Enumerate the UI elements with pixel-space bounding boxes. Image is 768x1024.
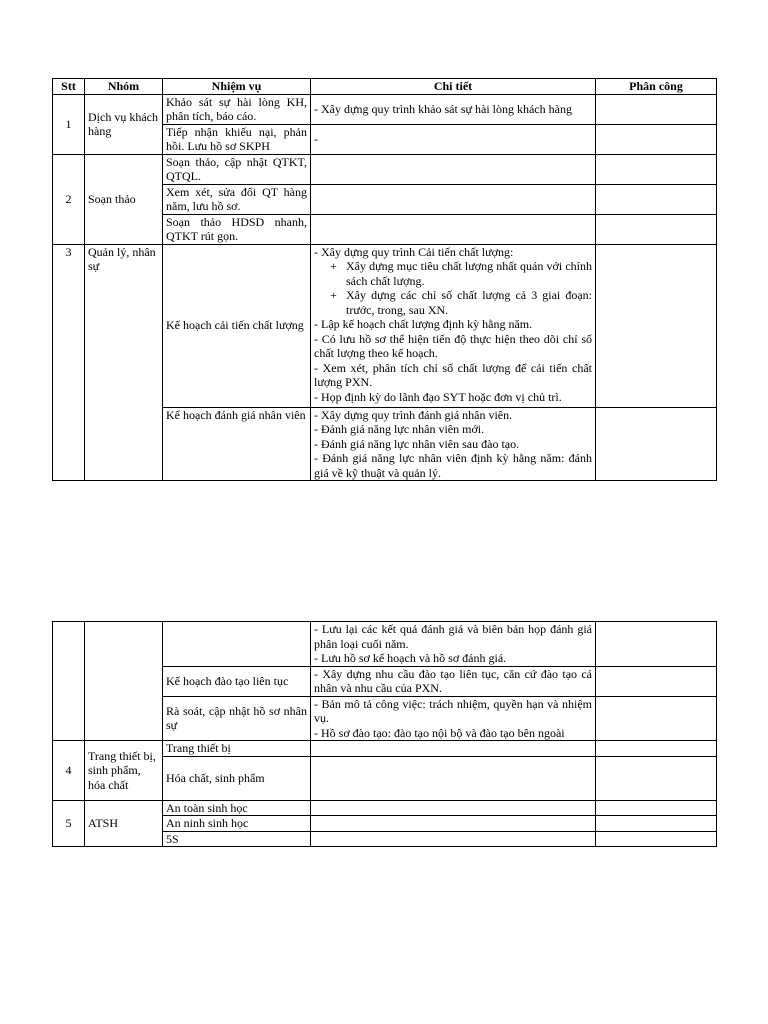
assignee-cell <box>596 154 717 184</box>
detail-line: - Lưu lại các kết quả đánh giá và biên bản họp đánh giá phân loại cuối năm. <box>314 622 592 651</box>
detail-cell <box>311 154 596 184</box>
detail-cell <box>311 831 596 847</box>
detail-line: - Xem xét, phân tích chỉ số chất lượng để cải tiến chất lượng PXN. <box>314 360 592 389</box>
assignee-cell <box>596 741 717 757</box>
stt-cell: 4 <box>53 741 85 801</box>
detail-cell: - Xây dựng nhu cầu đào tạo liên tục, căn cứ đào tạo cá nhân và nhu cầu của PXN. <box>311 666 596 696</box>
header-row <box>53 79 717 95</box>
detail-cell <box>311 696 596 741</box>
detail-line: - Họp định kỳ do lãnh đạo SYT hoặc đơn vị chủ trì. <box>314 389 562 404</box>
group-cell: Soạn thảo <box>85 154 163 244</box>
assignment-table-part-2 <box>52 621 717 847</box>
task-cell: Xem xét, sửa đổi QT hàng năm, lưu hồ sơ. <box>163 184 311 214</box>
task-cell: Rà soát, cập nhật hồ sơ nhân sự <box>163 696 311 741</box>
task-cell: Kế hoạch cải tiến chất lượng <box>163 244 311 407</box>
task-cell: Tiếp nhận khiếu nại, phản hồi. Lưu hồ sơ SKPH <box>163 124 311 154</box>
detail-line: - Hồ sơ đào tạo: đào tạo nội bộ và đào tạo bên ngoài <box>314 725 565 740</box>
table-row <box>53 800 717 816</box>
task-cell: Khảo sát sự hài lòng KH, phân tích, báo cáo. <box>163 94 311 124</box>
assignment-table-part-1 <box>52 78 717 481</box>
detail-cell <box>311 622 596 667</box>
detail-line: - Lưu hồ sơ kế hoạch và hồ sơ đánh giá. <box>314 651 507 665</box>
assignee-cell <box>596 407 717 481</box>
detail-line: - Có lưu hồ sơ thể hiện tiến độ thực hiện theo dõi chỉ số chất lượng theo kế hoạch. <box>314 331 592 360</box>
assignee-cell <box>596 831 717 847</box>
detail-line: - Đánh giá năng lực nhân viên sau đào tạo. <box>314 436 520 451</box>
detail-sublist <box>314 259 592 317</box>
header-phan-cong: Phân công <box>596 79 717 95</box>
task-cell: Kế hoạch đánh giá nhân viên <box>163 407 311 481</box>
group-cell <box>85 622 163 741</box>
detail-line: - Đánh giá năng lực nhân viên mới. <box>314 422 485 436</box>
detail-subitem: + Xây dựng mục tiêu chất lượng nhất quán với chính sách chất lượng. <box>330 259 592 288</box>
group-cell: ATSH <box>85 800 163 847</box>
detail-cell: - <box>311 124 596 154</box>
stt-cell: 2 <box>53 154 85 244</box>
detail-cell <box>311 741 596 757</box>
detail-cell <box>311 800 596 816</box>
assignee-cell <box>596 816 717 832</box>
stt-cell: 5 <box>53 800 85 847</box>
detail-cell <box>311 244 596 407</box>
detail-line: - Bản mô tả công việc: trách nhiệm, quyền hạn và nhiệm vụ. <box>314 696 592 725</box>
detail-line: - Xây dựng quy trình Cải tiến chất lượng: <box>314 244 514 259</box>
header-stt: Stt <box>53 79 85 95</box>
task-cell: An ninh sinh học <box>163 816 311 832</box>
assignee-cell <box>596 124 717 154</box>
detail-line: - Lập kế hoạch chất lượng định kỳ hằng năm. <box>314 317 533 331</box>
assignee-cell <box>596 94 717 124</box>
header-chi-tiet: Chi tiết <box>311 79 596 95</box>
task-cell: An toàn sinh học <box>163 800 311 816</box>
task-cell <box>163 622 311 667</box>
task-cell: Soạn thảo HDSD nhanh, QTKT rút gọn. <box>163 214 311 244</box>
detail-subitem: + Xây dựng các chỉ số chất lượng cả 3 giai đoạn: trước, trong, sau XN. <box>330 288 592 317</box>
detail-cell <box>311 214 596 244</box>
task-cell: Trang thiết bị <box>163 741 311 757</box>
stt-cell: 3 <box>53 244 85 481</box>
detail-cell <box>311 407 596 481</box>
assignee-cell <box>596 696 717 741</box>
plus-bullet-icon: + <box>330 288 337 302</box>
assignee-cell <box>596 184 717 214</box>
detail-line: - Đánh giá năng lực nhân viên định kỳ hằng năm: đánh giá về kỹ thuật và quản lý. <box>314 451 592 480</box>
header-nhom: Nhóm <box>85 79 163 95</box>
group-cell: Quản lý, nhân sự <box>85 244 163 481</box>
assignee-cell <box>596 800 717 816</box>
assignee-cell <box>596 214 717 244</box>
assignee-cell <box>596 666 717 696</box>
task-cell: 5S <box>163 831 311 847</box>
table-row <box>53 154 717 184</box>
group-cell: Dịch vụ khách hàng <box>85 94 163 154</box>
detail-cell: - Xây dựng quy trình khảo sát sự hài lòng khách hàng <box>311 94 596 124</box>
detail-cell <box>311 816 596 832</box>
header-nhiem-vu: Nhiệm vụ <box>163 79 311 95</box>
table-row <box>53 94 717 124</box>
table-row <box>53 622 717 667</box>
stt-cell <box>53 622 85 741</box>
detail-line: - Xây dựng quy trình đánh giá nhân viên. <box>314 407 513 422</box>
group-cell: Trang thiết bị, sinh phẩm, hóa chất <box>85 741 163 801</box>
task-cell: Hóa chất, sinh phẩm <box>163 756 311 800</box>
plus-bullet-icon: + <box>330 259 337 273</box>
task-cell: Soạn thảo, cập nhật QTKT, QTQL. <box>163 154 311 184</box>
assignee-cell <box>596 622 717 667</box>
assignee-cell <box>596 756 717 800</box>
stt-cell: 1 <box>53 94 85 154</box>
assignee-cell <box>596 244 717 407</box>
detail-cell <box>311 184 596 214</box>
table-row <box>53 741 717 757</box>
table-row <box>53 244 717 407</box>
task-cell: Kế hoạch đào tạo liên tục <box>163 666 311 696</box>
detail-cell <box>311 756 596 800</box>
